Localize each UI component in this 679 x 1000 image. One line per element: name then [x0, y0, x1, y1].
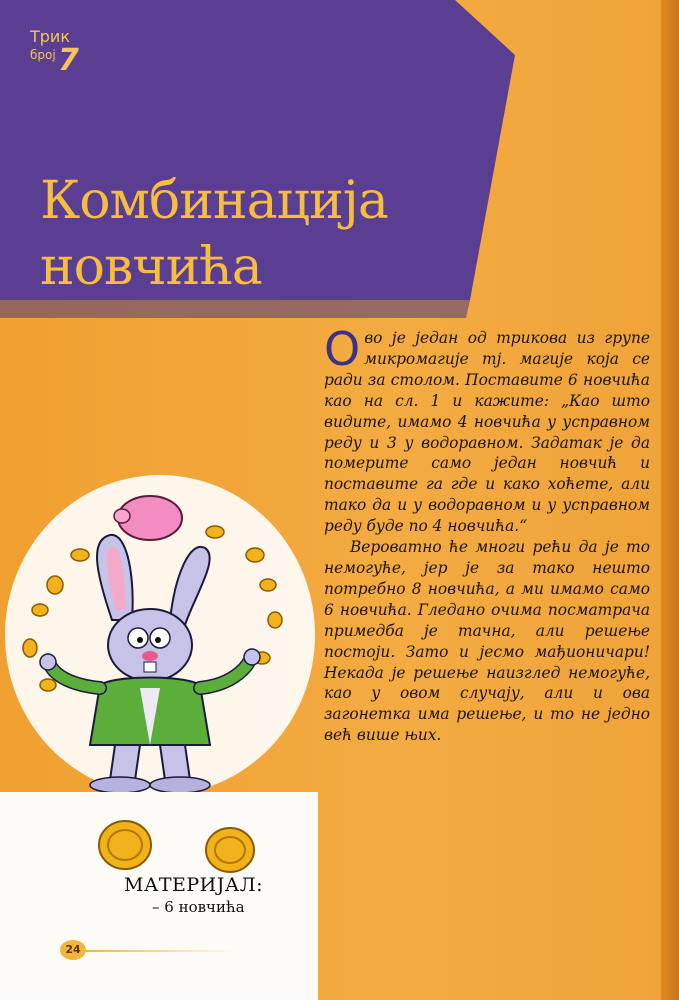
article-body	[324, 322, 650, 746]
page-number-rule	[86, 950, 236, 952]
paragraph-2: Вероватно ће многи рећи да је то немогуће, јер је за тако нешто потребно 8 новчића, а ми имамо само 6 новчића. Гледано очима посматрача примедба је тачна, али решење постоји. Зато и јесмо мађионичари! Некада је решење наизглед немогуће, као у овом случају, али и ова загонетка има решење, и то не једно већ више њих.	[324, 538, 650, 745]
materials-item: – 6 новчића	[152, 898, 245, 916]
trick-word: Трик	[30, 27, 70, 46]
paragraph-1	[324, 322, 650, 537]
coins-illustration	[90, 800, 270, 880]
page-title	[40, 168, 388, 300]
paragraph-1-text: во је један од трикова из групе микромагије тј. магије која се ради за столом. Поставите 6 новчића као на сл. 1 и кажите: „Као што видите, имамо 4 новчића у усправном реду и 3 у водоравном. Задатак је да померите само један новчић и поставите га где и како хоћете, али тако да и у водоравном и у усправном реду буде по 4 новчића.“	[324, 329, 650, 536]
trick-number-label	[30, 27, 79, 78]
page-number: 24	[60, 940, 86, 960]
number-word: број	[30, 48, 56, 62]
title-line-2: новчића	[40, 237, 262, 297]
materials-heading: МАТЕРИЈАЛ:	[124, 874, 264, 896]
juggling-rabbit-illustration	[0, 470, 330, 800]
trick-number: 7	[58, 43, 79, 78]
drop-cap: О	[324, 322, 361, 376]
title-line-1: Комбинација	[40, 171, 388, 231]
